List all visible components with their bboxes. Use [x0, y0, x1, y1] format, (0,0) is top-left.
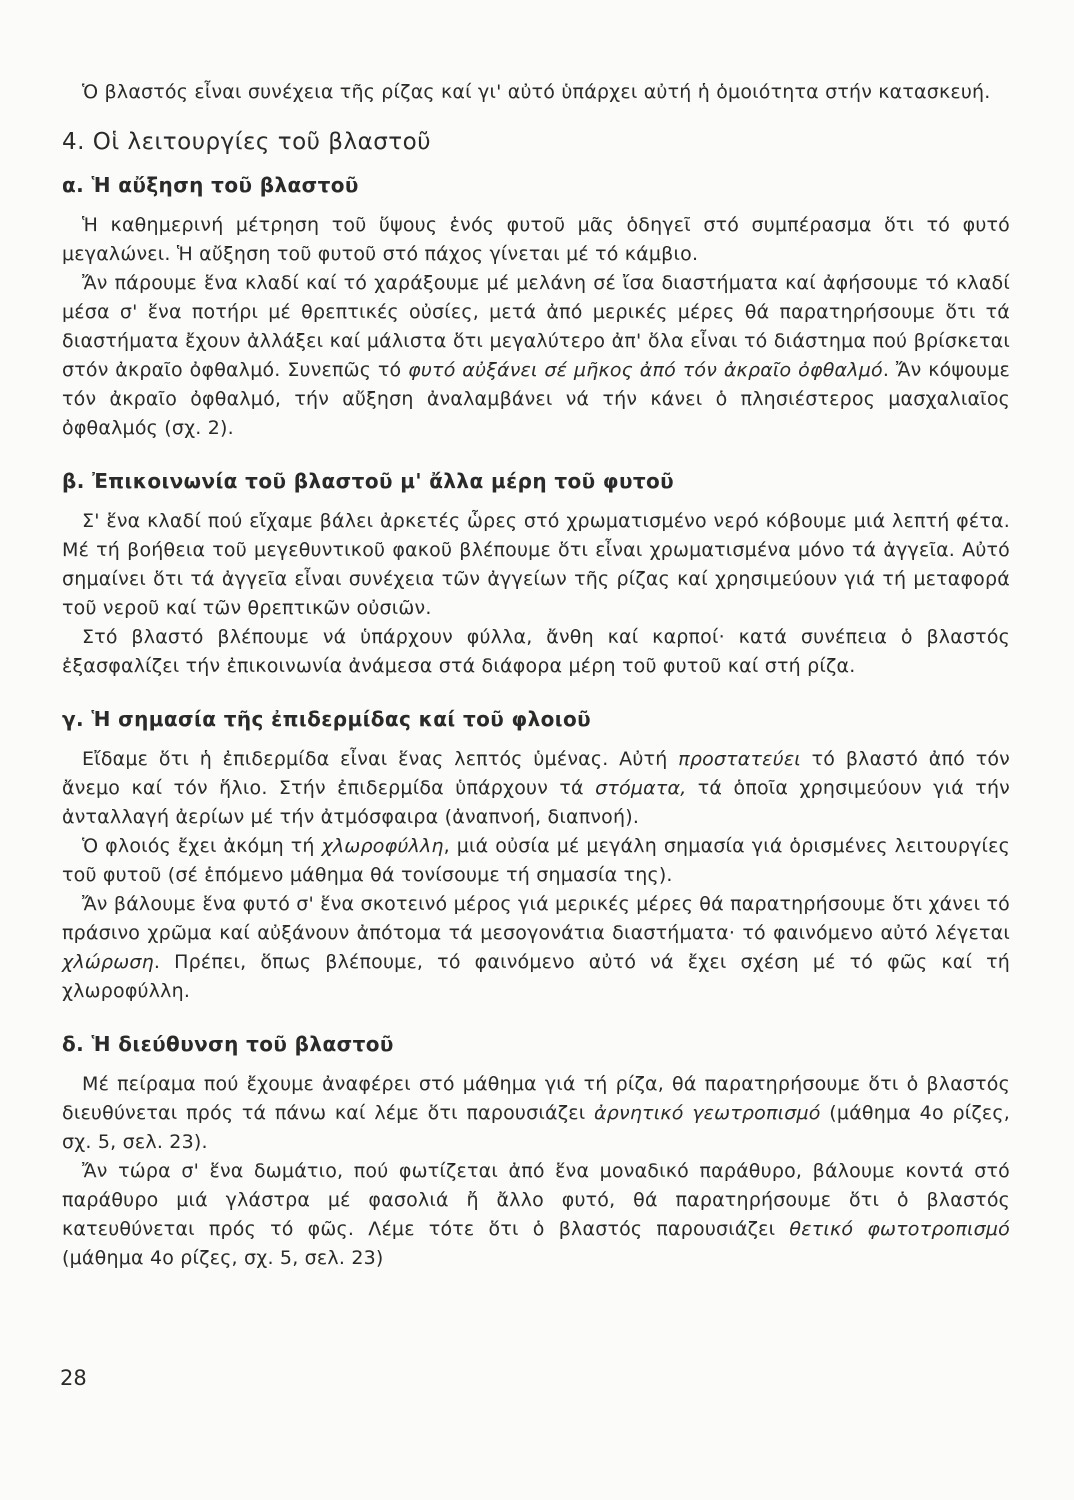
section-heading-direction: δ. Ἡ διεύθυνση τοῦ βλαστοῦ: [62, 1032, 394, 1056]
text-run: τά ὁποῖα χρησιμεύουν γιά τήν ἀνταλλαγή ἀερίων μέ τήν ἀτμόσφαιρα (ἀναπνοή, διαπνοή).: [62, 777, 1010, 828]
paragraph: [62, 832, 1010, 890]
intro-paragraph: Ὁ βλαστός εἶναι συνέχεια τῆς ρίζας καί γι' αὐτό ὑπάρχει αὐτή ἡ ὁμοιότητα στήν κατασκευή.: [82, 81, 991, 103]
paragraph: [62, 745, 1010, 832]
section-heading-growth: α. Ἡ αὔξηση τοῦ βλαστοῦ: [62, 173, 359, 197]
paragraph: Ἡ καθημερινή μέτρηση τοῦ ὕψους ἑνός φυτοῦ μᾶς ὁδηγεῖ στό συμπέρασμα ὅτι τό φυτό μεγαλώνει. Ἡ αὔξηση τοῦ φυτοῦ στό πάχος γίνεται μέ τό κάμβιο.: [62, 214, 1010, 265]
paragraph: [62, 1070, 1010, 1157]
emphasis-text: χλωροφύλλη: [321, 835, 444, 857]
text-run: Ὁ φλοιός ἔχει ἀκόμη τή: [82, 835, 322, 857]
text-run: τό βλαστό ἀπό τόν ἄνεμο καί τόν ἥλιο. Στήν ἐπιδερμίδα ὑπάρχουν τά: [62, 748, 1010, 799]
page-body: [62, 78, 1010, 1273]
emphasis-text: προστατεύει: [678, 748, 801, 770]
emphasis-text: στόματα,: [595, 777, 687, 799]
text-run: Ἄν τώρα σ' ἕνα δωμάτιο, πού φωτίζεται ἀπό ἕνα μοναδικό παράθυρο, βάλουμε κοντά στό παράθυρο μιά γλάστρα μέ φασολιά ἤ ἄλλο φυτό, θά παρατηρήσουμε ὅτι ὁ βλαστός κατευθύνεται πρός τό φῶς. Λέμε τότε ὅτι ὁ βλαστός παρουσιάζει: [62, 1160, 1010, 1240]
paragraph: Σ' ἕνα κλαδί πού εἴχαμε βάλει ἀρκετές ὧρες στό χρωματισμένο νερό κόβουμε μιά λεπτή φέτα. Μέ τή βοήθεια τοῦ μεγεθυντικοῦ φακοῦ βλέπουμε ὅτι εἶναι χρωματισμένα μόνο τά ἀγγεῖα. Αὐτό σημαίνει ὅτι τά ἀγγεῖα εἶναι συνέχεια τῶν ἀγγείων τῆς ρίζας καί χρησιμεύουν γιά τή μεταφορά τοῦ νεροῦ καί τῶν θρεπτικῶν οὐσιῶν.: [62, 510, 1010, 619]
text-run: (μάθημα 4ο ρίζες, σχ. 5, σελ. 23).: [62, 1102, 1010, 1153]
page-number: 28: [60, 1366, 87, 1390]
chapter-title: 4. Οἱ λειτουργίες τοῦ βλαστοῦ: [62, 129, 432, 155]
text-run: . Πρέπει, ὅπως βλέπουμε, τό φαινόμενο αὐτό νά ἔχει σχέση μέ τό φῶς καί τή χλωροφύλλη.: [62, 951, 1010, 1002]
text-run: , μιά οὐσία μέ μεγάλη σημασία γιά ὁρισμένες λειτουργίες τοῦ φυτοῦ (σέ ἑπόμενο μάθημα θά τονίσουμε τή σημασία της).: [62, 835, 1010, 886]
section-heading-epidermis: γ. Ἡ σημασία τῆς ἐπιδερμίδας καί τοῦ φλοιοῦ: [62, 707, 592, 731]
text-run: Μέ πείραμα πού ἔχουμε ἀναφέρει στό μάθημα γιά τή ρίζα, θά παρατηρήσουμε ὅτι ὁ βλαστός διευθύνεται πρός τά πάνω καί λέμε ὅτι παρουσιάζει: [62, 1073, 1010, 1124]
emphasis-text: φυτό αὐξάνει σέ μῆκος ἀπό τόν ἀκραῖο ὀφθαλμό: [408, 359, 883, 381]
text-run: Ἄν πάρουμε ἕνα κλαδί καί τό χαράξουμε μέ μελάνη σέ ἴσα διαστήματα καί ἀφήσουμε τό κλαδί μέσα σ' ἕνα ποτήρι μέ θρεπτικές οὐσίες, μετά ἀπό μερικές μέρες θά παρατηρήσουμε ὅτι τά διαστήματα ἔχουν ἀλλάξει καί μάλιστα ὅτι μεγαλύτερο ἀπ' ὅλα εἶναι τό διάστημα πού βρίσκεται στόν ἀκραῖο ὀφθαλμό. Συνεπῶς τό: [62, 272, 1010, 381]
emphasis-text: χλώρωση: [62, 951, 154, 973]
emphasis-text: ἀρνητικό γεωτροπισμό: [594, 1102, 821, 1124]
paragraph: [62, 269, 1010, 443]
text-run: Ἄν βάλουμε ἕνα φυτό σ' ἕνα σκοτεινό μέρος γιά μερικές μέρες θά παρατηρήσουμε ὅτι χάνει τό πράσινο χρῶμα καί αὐξάνουν ἀπότομα τά μεσογονάτια διαστήματα· τό φαινόμενο αὐτό λέγεται: [62, 893, 1010, 944]
text-run: (μάθημα 4ο ρίζες, σχ. 5, σελ. 23): [62, 1247, 384, 1269]
section-heading-communication: β. Ἐπικοινωνία τοῦ βλαστοῦ μ' ἄλλα μέρη τοῦ φυτοῦ: [62, 469, 675, 493]
text-run: Εἴδαμε ὅτι ἡ ἐπιδερμίδα εἶναι ἕνας λεπτός ὑμένας. Αὐτή: [82, 748, 679, 770]
paragraph: [62, 890, 1010, 1006]
paragraph: Στό βλαστό βλέπουμε νά ὑπάρχουν φύλλα, ἄνθη καί καρποί· κατά συνέπεια ὁ βλαστός ἐξασφαλίζει τήν ἐπικοινωνία ἀνάμεσα στά διάφορα μέρη τοῦ φυτοῦ καί στή ρίζα.: [62, 626, 1010, 677]
emphasis-text: θετικό φωτοτροπισμό: [789, 1218, 1010, 1240]
paragraph: [62, 1157, 1010, 1273]
text-run: . Ἄν κόψουμε τόν ἀκραῖο ὀφθαλμό, τήν αὔξηση ἀναλαμβάνει νά τήν κάνει ὁ πλησιέστερος μασχαλιαῖος ὀφθαλμός (σχ. 2).: [62, 359, 1010, 439]
